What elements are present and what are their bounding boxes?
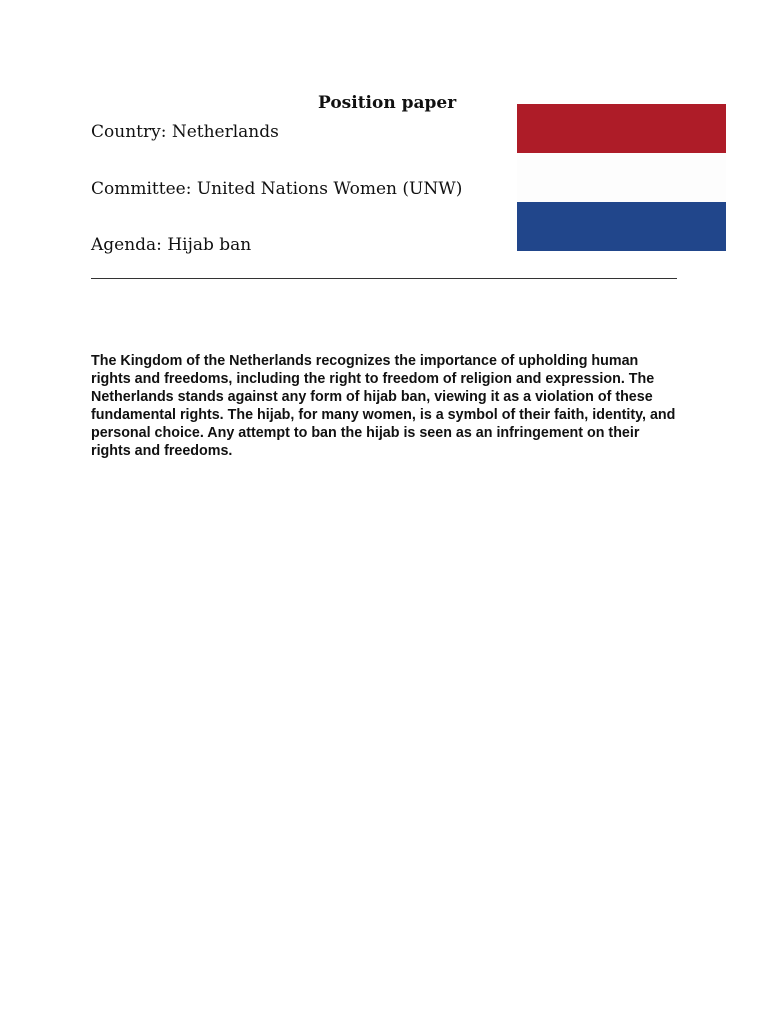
flag-stripe-blue	[517, 202, 726, 251]
country-line: Country: Netherlands	[91, 122, 279, 142]
flag-stripe-white	[517, 153, 726, 202]
netherlands-flag-image	[517, 104, 726, 251]
body-paragraph: The Kingdom of the Netherlands recognizes the importance of upholding human rights and freedoms, including the right to freedom of religion and expression. The Netherlands stands against any form of hijab ban, viewing it as a violation of these fundamental rights. The hijab, for many women, is a symbol of their faith, identity, and personal choice. Any attempt to ban the hijab is seen as an infringement on their rights and freedoms.	[91, 353, 676, 460]
page-title: Position paper	[318, 93, 457, 113]
committee-line: Committee: United Nations Women (UNW)	[91, 179, 463, 199]
divider-line	[91, 278, 677, 279]
flag-stripe-red	[517, 104, 726, 153]
agenda-line: Agenda: Hijab ban	[91, 235, 252, 255]
